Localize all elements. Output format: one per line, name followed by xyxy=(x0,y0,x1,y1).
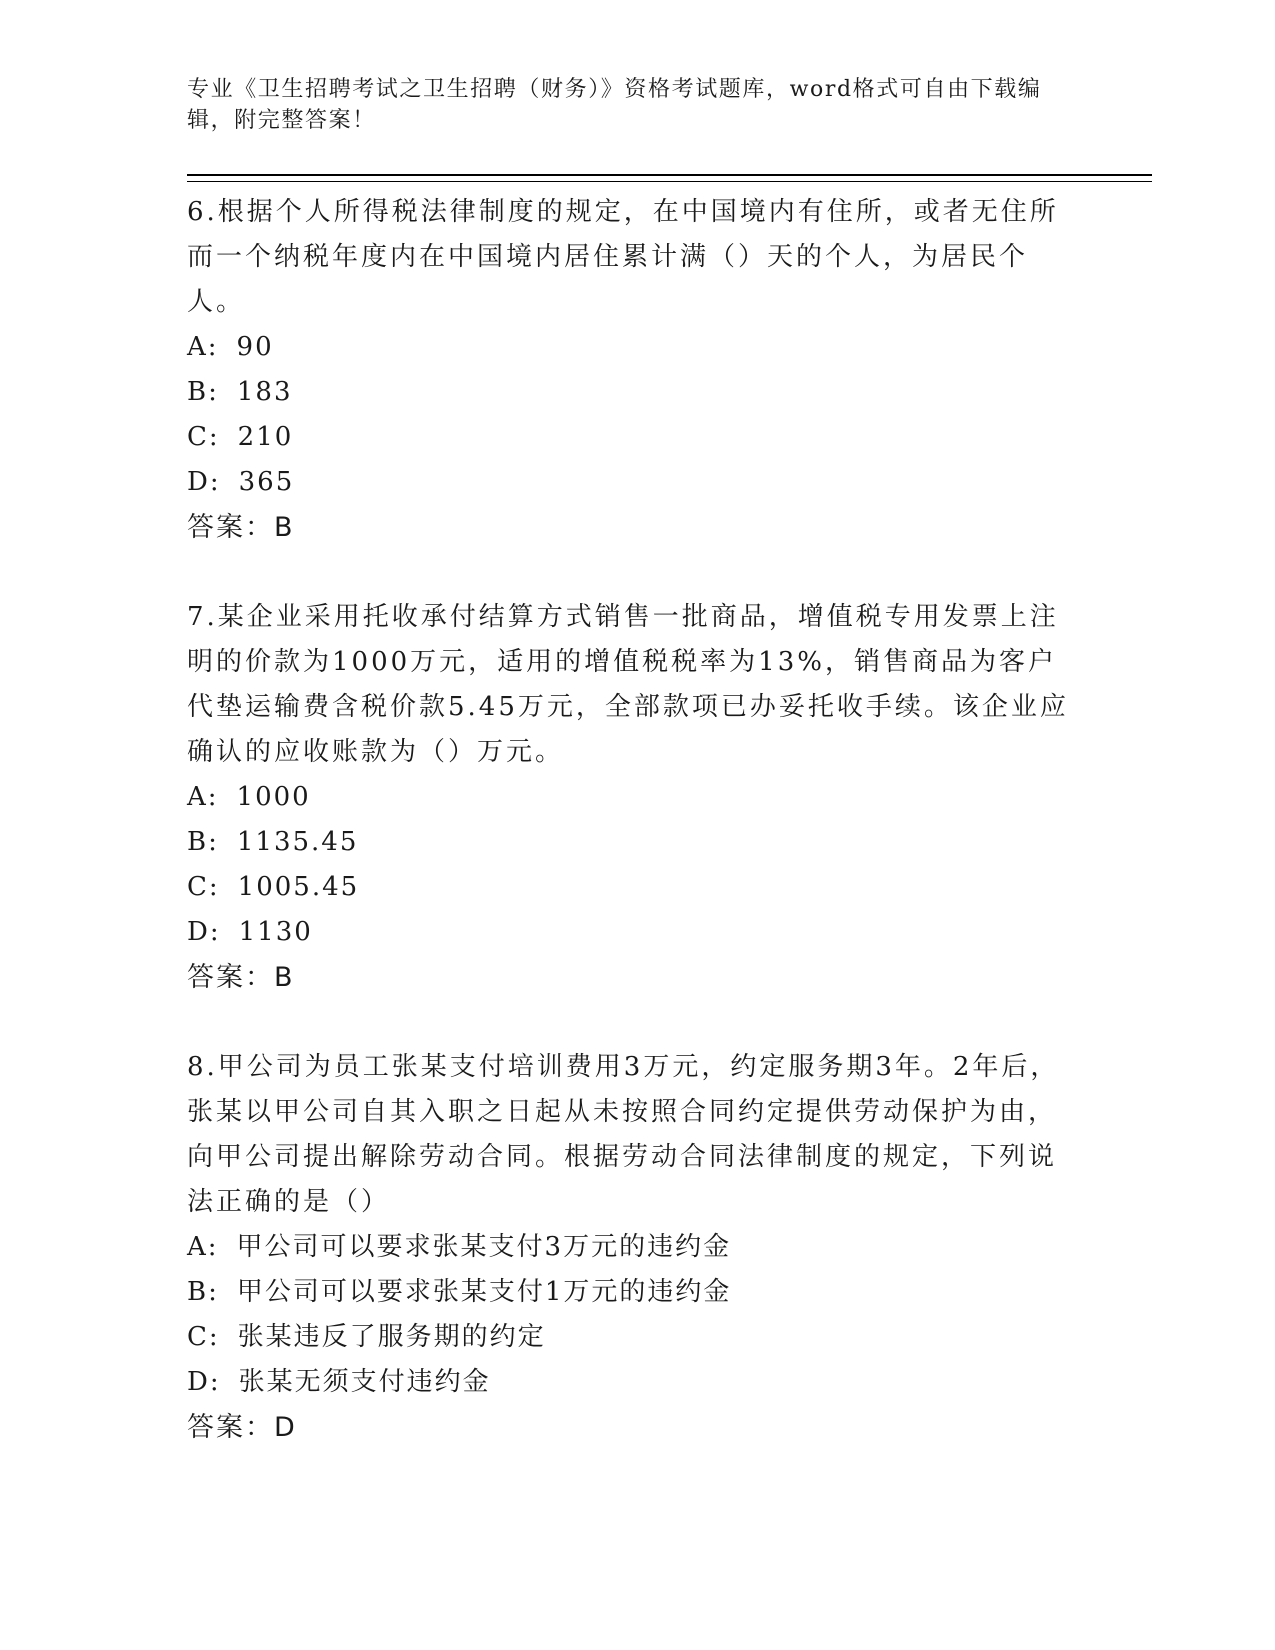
option-text: 张某违反了服务期的约定 xyxy=(237,1322,546,1352)
option-d xyxy=(187,910,1077,955)
option-d xyxy=(187,1360,1077,1405)
option-b xyxy=(187,370,1077,415)
question-6 xyxy=(187,190,1077,550)
option-text: 1130 xyxy=(238,917,313,947)
header-rule-thick xyxy=(187,174,1152,176)
question-text: 8.甲公司为员工张某支付培训费用3万元，约定服务期3年。2年后，张某以甲公司自其入职之日起从未按照合同约定提供劳动保护为由，向甲公司提出解除劳动合同。根据劳动合同法律制度的规定，下列说法正确的是（） xyxy=(187,1052,1060,1217)
option-text: 1005.45 xyxy=(237,872,360,902)
option-b xyxy=(187,1270,1077,1315)
option-text: 210 xyxy=(237,422,294,452)
option-text: 1135.45 xyxy=(236,827,359,857)
option-d xyxy=(187,460,1077,505)
option-label: A: xyxy=(187,782,219,812)
spacer xyxy=(187,1000,1077,1045)
option-label: B: xyxy=(187,827,219,857)
header-rule-thin xyxy=(187,181,1152,182)
option-label: B: xyxy=(187,377,219,407)
option-label: D: xyxy=(187,467,221,497)
option-text: 365 xyxy=(238,467,295,497)
option-b xyxy=(187,820,1077,865)
option-label: A: xyxy=(187,332,219,362)
answer: 答案：D xyxy=(187,1412,297,1443)
question-8 xyxy=(187,1045,1077,1450)
option-label: A: xyxy=(187,1232,219,1262)
option-a xyxy=(187,1225,1077,1270)
option-c xyxy=(187,415,1077,460)
question-7 xyxy=(187,595,1077,1000)
option-text: 90 xyxy=(236,332,274,362)
option-label: C: xyxy=(187,1322,220,1352)
option-label: C: xyxy=(187,872,220,902)
option-label: B: xyxy=(187,1277,219,1307)
option-label: D: xyxy=(187,1367,221,1397)
option-label: C: xyxy=(187,422,220,452)
option-a xyxy=(187,775,1077,820)
question-text: 7.某企业采用托收承付结算方式销售一批商品，增值税专用发票上注明的价款为1000万元，适用的增值税税率为13%，销售商品为客户代垫运输费含税价款5.45万元，全部款项已办妥托收手续。该企业应确认的应收账款为（）万元。 xyxy=(187,602,1069,767)
document-header: 专业《卫生招聘考试之卫生招聘（财务）》资格考试题库，word格式可自由下载编辑，附完整答案！ xyxy=(187,77,1042,133)
question-list xyxy=(187,190,1077,1450)
option-label: D: xyxy=(187,917,221,947)
answer: 答案：B xyxy=(187,962,295,993)
question-text: 6.根据个人所得税法律制度的规定，在中国境内有住所，或者无住所而一个纳税年度内在中国境内居住累计满（）天的个人，为居民个人。 xyxy=(187,197,1059,317)
option-c xyxy=(187,1315,1077,1360)
option-text: 甲公司可以要求张某支付3万元的违约金 xyxy=(236,1232,732,1262)
answer: 答案：B xyxy=(187,512,295,543)
option-text: 张某无须支付违约金 xyxy=(238,1367,491,1397)
option-text: 甲公司可以要求张某支付1万元的违约金 xyxy=(236,1277,732,1307)
option-c xyxy=(187,865,1077,910)
spacer xyxy=(187,550,1077,595)
option-a xyxy=(187,325,1077,370)
option-text: 1000 xyxy=(236,782,311,812)
option-text: 183 xyxy=(236,377,293,407)
